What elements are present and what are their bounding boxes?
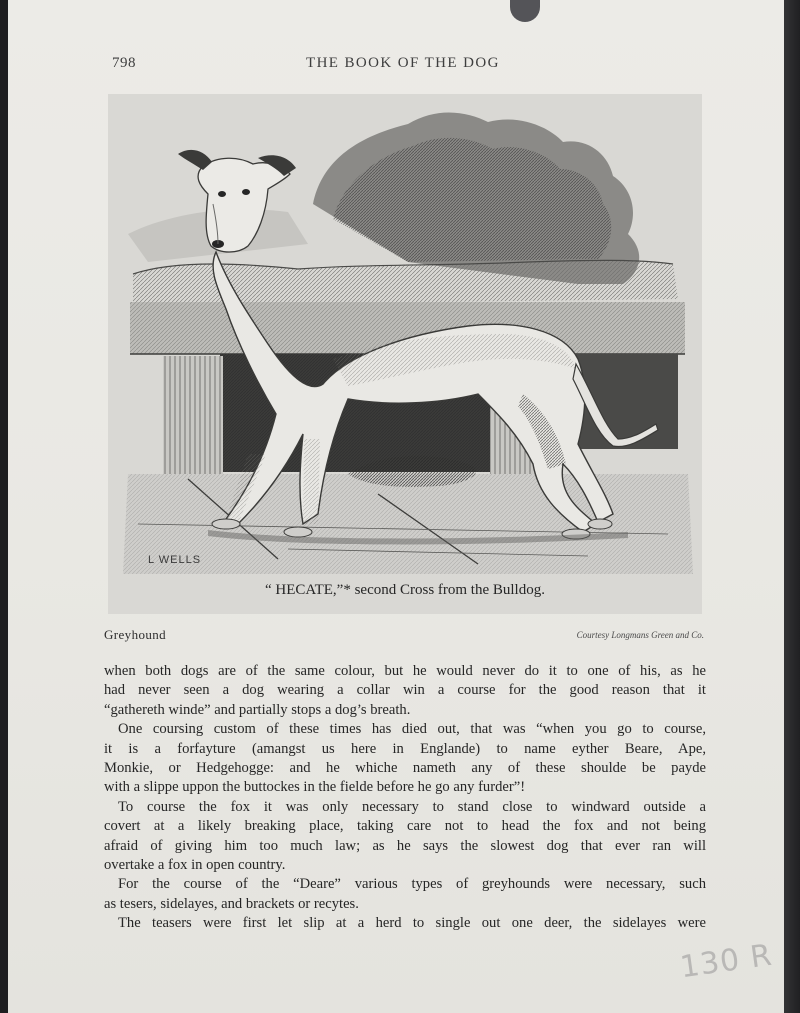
- caption-row: [104, 627, 704, 645]
- book-title: THE BOOK OF THE DOG: [306, 55, 500, 71]
- text-line: afraid of giving him too much law; as he says the slowest dog that ever ran will: [104, 837, 706, 854]
- illustration-caption: “ HECATE,”* second Cross from the Bulldog.: [265, 582, 545, 598]
- running-head: [112, 55, 712, 77]
- breed-label: Greyhound: [104, 627, 167, 642]
- engraving-drawing: [108, 94, 702, 614]
- text-line: The teasers were first let slip at a herd to single out one deer, the sidelayes were: [118, 915, 706, 932]
- text-line: had never seen a dog wearing a collar win a course for the good reason that it: [104, 682, 706, 699]
- image-credit: Courtesy Longmans Green and Co.: [576, 630, 704, 640]
- text-line: Monkie, or Hedgehogge: and he whiche nameth any of these shoulde be payde: [104, 759, 706, 776]
- text-line: when both dogs are of the same colour, but he would never do it to one of his, as he: [104, 663, 706, 679]
- text-line: For the course of the “Deare” various types of greyhounds were necessary, such: [118, 876, 706, 893]
- scan-hole: [510, 0, 540, 22]
- text-line: with a slippe uppon the buttockes in the fielde before he go any furder”!: [104, 779, 526, 796]
- text-line: it is a forfayture (amangst us here in Englande) to name eyther Beare, Ape,: [104, 740, 706, 757]
- greyhound-illustration: [108, 94, 702, 614]
- text-line: as tesers, sidelayes, and brackets or recytes.: [104, 895, 359, 912]
- text-line: covert at a likely breaking place, taking care not to head the fox and not being: [104, 818, 706, 835]
- page-number: 798: [112, 55, 136, 71]
- body-text: [104, 662, 706, 933]
- artist-signature: L WELLS: [148, 554, 202, 566]
- text-line: One coursing custom of these times has died out, that was “when you go to course,: [118, 721, 706, 738]
- pencil-margin-note: 130 R: [678, 937, 775, 986]
- text-line: To course the fox it was only necessary to stand close to windward outside a: [118, 798, 706, 815]
- text-line: overtake a fox in open country.: [104, 856, 286, 873]
- text-line: “gathereth winde” and partially stops a dog’s breath.: [104, 701, 411, 718]
